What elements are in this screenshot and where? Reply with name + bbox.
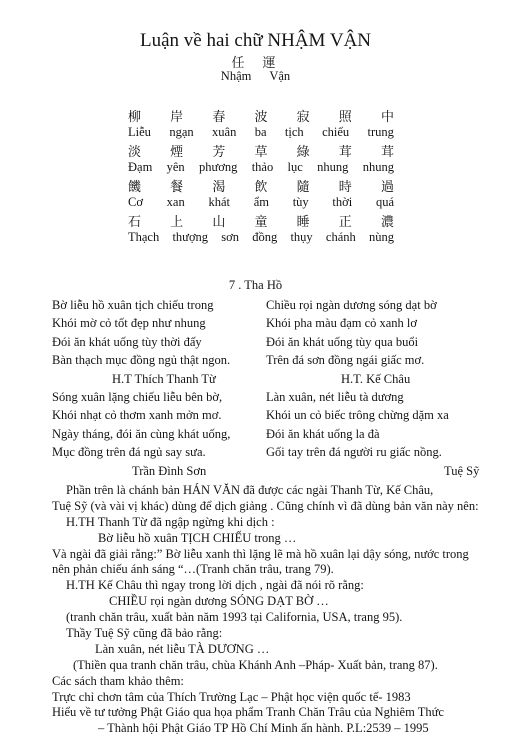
poem-syllable: 茸 xyxy=(380,144,394,159)
poem-syllable: 芳 xyxy=(212,144,226,159)
poem-syllable: nhung xyxy=(362,160,394,174)
verse-line: Trên đá sơn đồng ngái giấc mơ. xyxy=(266,353,425,368)
poem-reading-line xyxy=(128,125,394,140)
poem-syllable: 濃 xyxy=(380,214,394,229)
poem-syllable: 煙 xyxy=(170,144,184,159)
verse-line: Bờ liễu hồ xuân tịch chiếu trong xyxy=(52,298,214,312)
poem-syllable: 石 xyxy=(128,214,142,229)
quoted-line: Bờ liễu hồ xuân TỊCH CHIẾU trong … xyxy=(98,530,297,545)
poem-syllable: nùng xyxy=(368,230,394,244)
poem-syllable: quá xyxy=(375,195,394,209)
poem-syllable: 波 xyxy=(254,109,268,124)
paragraph-line: H.TH Kế Châu thì ngay trong lời dịch , ngài đã nói rõ rằng: xyxy=(66,578,364,593)
poem-syllable: ẩm xyxy=(253,195,269,209)
poem-syllable: 飲 xyxy=(254,179,268,194)
verse-line: Làn xuân, nét liễu tà dương xyxy=(266,389,404,404)
poem-syllable: Đạm xyxy=(128,160,153,174)
poem-syllable: 睡 xyxy=(296,214,310,229)
poem-syllable: đồng xyxy=(252,230,278,244)
translation-left-column xyxy=(52,296,272,480)
poem-syllable: 岸 xyxy=(170,109,184,124)
poem-syllable: 春 xyxy=(212,109,226,124)
verse-line: Đói ăn khát uống tùy qua buổi xyxy=(266,334,419,349)
reference-line: Hiểu về tư tưởng Phật Giáo qua họa phẩm Tranh Chăn Trâu của Nghiêm Thức xyxy=(52,705,444,720)
poem-reading-line xyxy=(128,195,394,210)
poem-syllable: 過 xyxy=(380,179,394,194)
poem-syllable: 時 xyxy=(338,179,352,194)
page-subtitle xyxy=(0,69,511,84)
poem-syllable: khát xyxy=(208,195,230,209)
subtitle-word: Nhậm xyxy=(220,69,252,83)
verse-line: Khói pha màu đạm cỏ xanh lơ xyxy=(266,316,418,331)
reference-line: Trực chỉ chơn tâm của Thích Trường Lạc – Phật học viện quốc tế- 1983 xyxy=(52,689,411,704)
poem-syllable: 照 xyxy=(338,109,352,124)
poem-syllable: 正 xyxy=(338,214,352,229)
references-heading: Các sách tham khảo thêm: xyxy=(52,673,184,688)
poem-syllable: xan xyxy=(166,195,185,209)
poem-syllable: 上 xyxy=(170,214,184,229)
poem-syllable: 饑 xyxy=(128,179,142,194)
translator-credit: Tuệ Sỹ xyxy=(444,463,480,478)
paragraph-line: Phần trên là chánh bản HÁN VĂN đã được các ngài Thanh Từ, Kế Châu, xyxy=(66,483,434,497)
poem-syllable: trung xyxy=(367,125,394,139)
poem-syllable: thảo xyxy=(251,160,274,174)
poem-han-line xyxy=(128,176,394,195)
verse-line: Chiều rọi ngàn dương sóng dạt bờ xyxy=(266,298,437,312)
poem-syllable: 隨 xyxy=(296,179,310,194)
han-char: 運 xyxy=(262,55,294,70)
poem-syllable: 餐 xyxy=(170,179,184,194)
subtitle-word: Vận xyxy=(269,69,291,83)
citation-line: (Thiền qua tranh chăn trâu, chùa Khánh Anh –Pháp- Xuất bản, trang 87). xyxy=(73,657,438,672)
poem-syllable: 綠 xyxy=(296,144,310,159)
poem-syllable: nhung xyxy=(317,160,349,174)
verse-line: Khói mờ cỏ tốt đẹp như nhung xyxy=(52,316,206,331)
poem-syllable: Thạch xyxy=(128,230,160,244)
reference-line: – Thành hội Phật Giáo TP Hồ Chí Minh ấn hành. P.L:2539 – 1995 xyxy=(98,721,429,736)
citation-line: (tranh chăn trâu, xuất bản năm 1993 tại California, USA, trang 95). xyxy=(66,610,403,625)
translator-credit: Trần Đình Sơn xyxy=(132,463,207,478)
poem-syllable: Cơ xyxy=(128,195,143,209)
section-heading: 7 . Tha Hồ xyxy=(228,278,283,292)
translator-credit: H.T. Kế Châu xyxy=(341,371,411,386)
verse-line: Đói ăn khát uống tùy thời đấy xyxy=(52,334,202,349)
poem-han-line xyxy=(128,141,394,160)
verse-line: Sóng xuân lặng chiếu liễu bên bờ, xyxy=(52,389,223,404)
poem-syllable: 山 xyxy=(212,214,226,229)
verse-line: Khói nhạt cỏ thơm xanh mởn mơ. xyxy=(52,408,222,423)
paragraph-line: H.TH Thanh Từ đã ngập ngừng khi dịch : xyxy=(66,514,275,529)
poem-syllable: tịch xyxy=(284,125,304,139)
poem-syllable: 茸 xyxy=(338,144,352,159)
poem-syllable: chánh xyxy=(325,230,356,244)
poem-syllable: ba xyxy=(254,125,267,139)
han-char: 任 xyxy=(231,55,263,70)
commentary xyxy=(52,483,479,737)
verse-line: Khói un cỏ biếc trông chừng dặm xa xyxy=(266,408,449,423)
poem-han-line xyxy=(128,211,394,230)
poem-syllable: sơn xyxy=(221,230,240,244)
paragraph-line: Và ngài đã giải rằng:” Bờ liễu xanh thì lặng lẽ mà hồ xuân lại dậy sóng, nước trong xyxy=(52,546,469,561)
translator-credit: H.T Thích Thanh Từ xyxy=(112,371,216,386)
poem-syllable: thụy xyxy=(290,230,313,244)
poem-syllable: chiếu xyxy=(322,125,350,139)
poem-syllable: yên xyxy=(166,160,185,174)
poem-syllable: 中 xyxy=(380,109,394,124)
verse-line: Mục đồng trên đá ngủ say sưa. xyxy=(52,445,206,460)
poem-syllable: Liễu xyxy=(128,125,151,139)
poem-syllable: 柳 xyxy=(128,109,142,124)
poem-han-line xyxy=(128,106,394,125)
poem-syllable: 童 xyxy=(254,214,268,229)
paragraph-line: nên phản chiếu ánh sáng “…(Tranh chăn trâu, trang 79). xyxy=(52,562,334,577)
quoted-line: CHIỀU rọi ngàn dương SÓNG DẠT BỜ … xyxy=(109,594,329,609)
verse-line: Ngày tháng, đói ăn cùng khát uống, xyxy=(52,426,231,441)
poem-syllable: xuân xyxy=(212,125,237,139)
page-title: Luận về hai chữ NHẬM VẬN xyxy=(139,30,372,51)
poem-reading-line xyxy=(128,230,394,245)
verse-line: Đói ăn khát uống la đà xyxy=(266,426,380,441)
poem-reading-line xyxy=(128,160,394,175)
poem-syllable: ngạn xyxy=(169,125,194,139)
paragraph-line: Thầy Tuệ Sỹ cũng đã bảo rằng: xyxy=(66,626,223,641)
paragraph-line: Tuệ Sỹ (và vài vị khác) dùng để dịch giảng . Cũng chính vì đã dùng bản văn này nên: xyxy=(52,498,479,513)
poem-syllable: 淡 xyxy=(128,144,142,159)
translation-right-column xyxy=(266,296,506,480)
verse-line: Gối tay trên đá người ru giấc nồng. xyxy=(266,445,442,460)
poem-syllable: lục xyxy=(287,160,303,174)
poem-syllable: thượng xyxy=(172,230,209,244)
poem-syllable: 草 xyxy=(254,144,268,159)
verse-line: Bàn thạch mục đồng ngủ thật ngon. xyxy=(52,353,231,368)
poem-syllable: tùy xyxy=(292,195,309,209)
quoted-line: Làn xuân, nét liễu TÀ DƯƠNG … xyxy=(95,641,270,656)
poem-syllable: 寂 xyxy=(296,109,310,124)
poem-syllable: thời xyxy=(332,195,353,209)
poem-syllable: phương xyxy=(199,160,238,174)
poem-syllable: 渴 xyxy=(212,179,226,194)
